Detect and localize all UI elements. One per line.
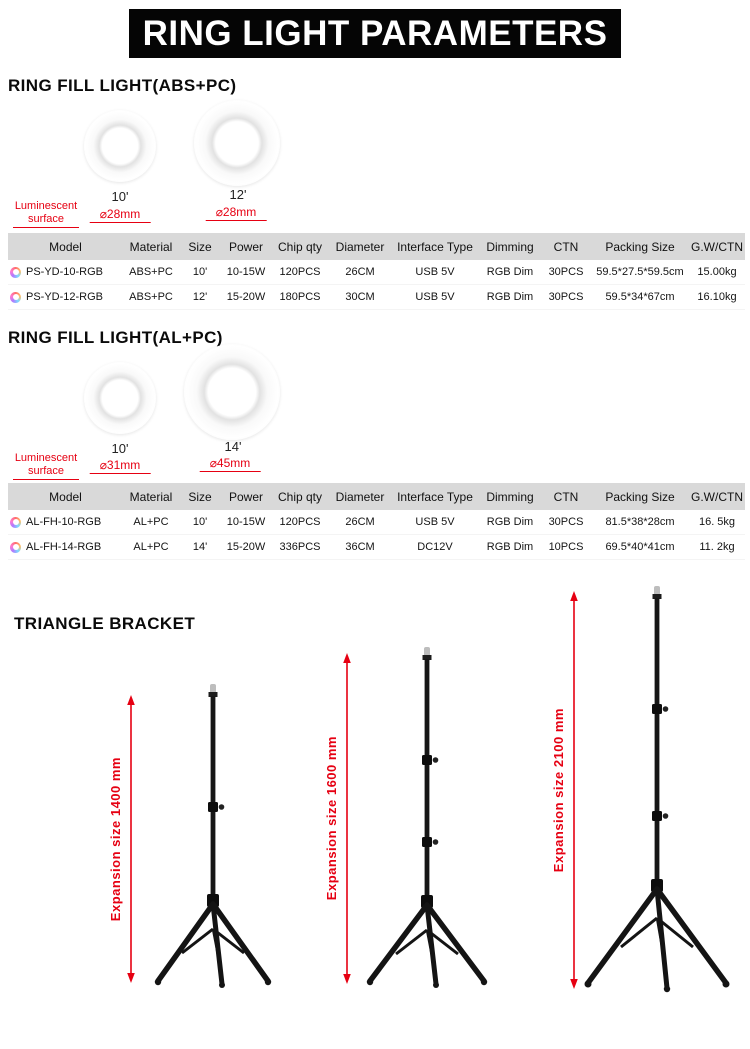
table-cell: 59.5*34*67cm <box>605 291 675 303</box>
tripod-stand-illustration-1600 <box>352 647 502 990</box>
table-cell: ABS+PC <box>129 266 173 278</box>
table-row <box>8 285 745 310</box>
column-header: Material <box>129 239 173 254</box>
section-heading-al: RING FILL LIGHT(AL+PC) <box>8 328 223 347</box>
table-cell: 26CM <box>345 516 375 528</box>
table-header-row <box>8 233 745 260</box>
ring-light-image-al-14 <box>184 344 280 440</box>
ring-light-image-al-10 <box>84 362 156 434</box>
page-title: RING LIGHT PARAMETERS <box>142 13 608 53</box>
surface-diameter-label-al-14: ⌀45mm <box>200 456 261 472</box>
model-name: PS-YD-10-RGB <box>26 266 104 278</box>
table-cell: RGB Dim <box>486 541 534 553</box>
table-row <box>8 260 745 285</box>
table-cell: 16. 5kg <box>698 516 736 528</box>
table-cell: 10' <box>192 266 208 278</box>
spec-table-abs <box>8 233 745 310</box>
model-name: PS-YD-12-RGB <box>26 291 104 303</box>
ring-light-icon <box>10 517 21 528</box>
model-cell <box>8 266 123 278</box>
table-cell: 69.5*40*41cm <box>605 541 675 553</box>
column-header: Diameter <box>335 239 385 254</box>
dimension-annotation-1 <box>108 694 137 984</box>
model-cell <box>8 516 123 528</box>
dimension-annotation-2 <box>324 652 353 985</box>
luminescent-surface-label-al: Luminescent surface <box>13 452 79 480</box>
table-cell: 14' <box>192 541 208 553</box>
model-name: AL-FH-10-RGB <box>26 516 102 528</box>
column-header: Diameter <box>335 489 385 504</box>
table-cell: 59.5*27.5*59.5cm <box>596 266 684 278</box>
column-header: Chip qty <box>277 489 323 504</box>
column-header: Power <box>228 239 263 254</box>
table-cell: RGB Dim <box>486 291 534 303</box>
table-row <box>8 535 745 560</box>
surface-diameter-label-abs-12: ⌀28mm <box>206 205 267 221</box>
table-cell: 10-15W <box>226 266 266 278</box>
dimension-arrow-icon <box>125 694 137 984</box>
table-header-row <box>8 483 745 510</box>
size-label-abs-10: 10' <box>111 189 129 204</box>
size-label-al-10: 10' <box>111 441 129 456</box>
table-cell: 15-20W <box>226 541 266 553</box>
table-cell: 16.10kg <box>697 291 737 303</box>
size-label-al-14: 14' <box>224 439 242 454</box>
size-label-abs-12: 12' <box>229 187 247 202</box>
table-cell: 120PCS <box>279 266 321 278</box>
column-header: Packing Size <box>605 489 675 504</box>
table-cell: USB 5V <box>415 291 455 303</box>
column-header: Power <box>228 489 263 504</box>
column-header: Size <box>188 489 212 504</box>
luminescent-surface-label-abs: Luminescent surface <box>13 200 79 228</box>
column-header: CTN <box>553 489 579 504</box>
table-cell: 36CM <box>345 541 375 553</box>
table-cell: 15-20W <box>226 291 266 303</box>
table-cell: 336PCS <box>279 541 321 553</box>
table-cell: USB 5V <box>415 516 455 528</box>
column-header: Model <box>49 489 82 504</box>
ring-light-icon <box>10 292 21 303</box>
column-header: Interface Type <box>397 239 473 254</box>
ring-light-icon <box>10 542 21 553</box>
table-cell: 81.5*38*28cm <box>605 516 675 528</box>
table-cell: AL+PC <box>133 541 169 553</box>
table-cell: ABS+PC <box>129 291 173 303</box>
model-cell <box>8 541 123 553</box>
table-cell: 10PCS <box>548 541 584 553</box>
column-header: G.W/CTN <box>691 239 743 254</box>
table-cell: 30PCS <box>548 291 584 303</box>
column-header: CTN <box>553 239 579 254</box>
table-cell: 30CM <box>345 291 375 303</box>
table-cell: 30PCS <box>548 266 584 278</box>
table-cell: 120PCS <box>279 516 321 528</box>
table-cell: 12' <box>192 291 208 303</box>
expansion-size-label-2: Expansion size 1600 mm <box>324 736 339 901</box>
table-cell: USB 5V <box>415 266 455 278</box>
column-header: Dimming <box>486 489 534 504</box>
table-cell: AL+PC <box>133 516 169 528</box>
table-cell: 10-15W <box>226 516 266 528</box>
section-heading-abs: RING FILL LIGHT(ABS+PC) <box>8 76 237 95</box>
column-header: Interface Type <box>397 489 473 504</box>
ring-light-image-abs-12 <box>194 100 280 186</box>
tripod-stand-illustration-1400 <box>138 684 288 990</box>
model-name: AL-FH-14-RGB <box>26 541 102 553</box>
table-cell: RGB Dim <box>486 516 534 528</box>
column-header: Model <box>49 239 82 254</box>
column-header: Chip qty <box>277 239 323 254</box>
spec-table-al <box>8 483 745 560</box>
tripod-stand-illustration-2100 <box>572 586 742 994</box>
page-title-banner <box>129 9 621 58</box>
surface-diameter-label-abs-10: ⌀28mm <box>90 207 151 223</box>
section-heading-bracket: TRIANGLE BRACKET <box>14 614 196 633</box>
column-header: Packing Size <box>605 239 675 254</box>
surface-diameter-label-al-10: ⌀31mm <box>90 458 151 474</box>
table-row <box>8 510 745 535</box>
table-cell: 26CM <box>345 266 375 278</box>
expansion-size-label-1: Expansion size 1400 mm <box>108 756 123 922</box>
column-header: Material <box>129 489 173 504</box>
column-header: Dimming <box>486 239 534 254</box>
table-cell: 30PCS <box>548 516 584 528</box>
table-cell: 10' <box>192 516 208 528</box>
ring-light-image-abs-10 <box>84 110 156 182</box>
column-header: G.W/CTN <box>691 489 743 504</box>
expansion-size-label-3: Expansion size 2100 mm <box>551 707 566 873</box>
column-header: Size <box>188 239 212 254</box>
table-cell: DC12V <box>417 541 453 553</box>
ring-light-icon <box>10 267 21 278</box>
table-cell: 15.00kg <box>697 266 737 278</box>
table-cell: RGB Dim <box>486 266 534 278</box>
model-cell <box>8 291 123 303</box>
table-cell: 11. 2kg <box>699 541 735 553</box>
table-cell: 180PCS <box>279 291 321 303</box>
